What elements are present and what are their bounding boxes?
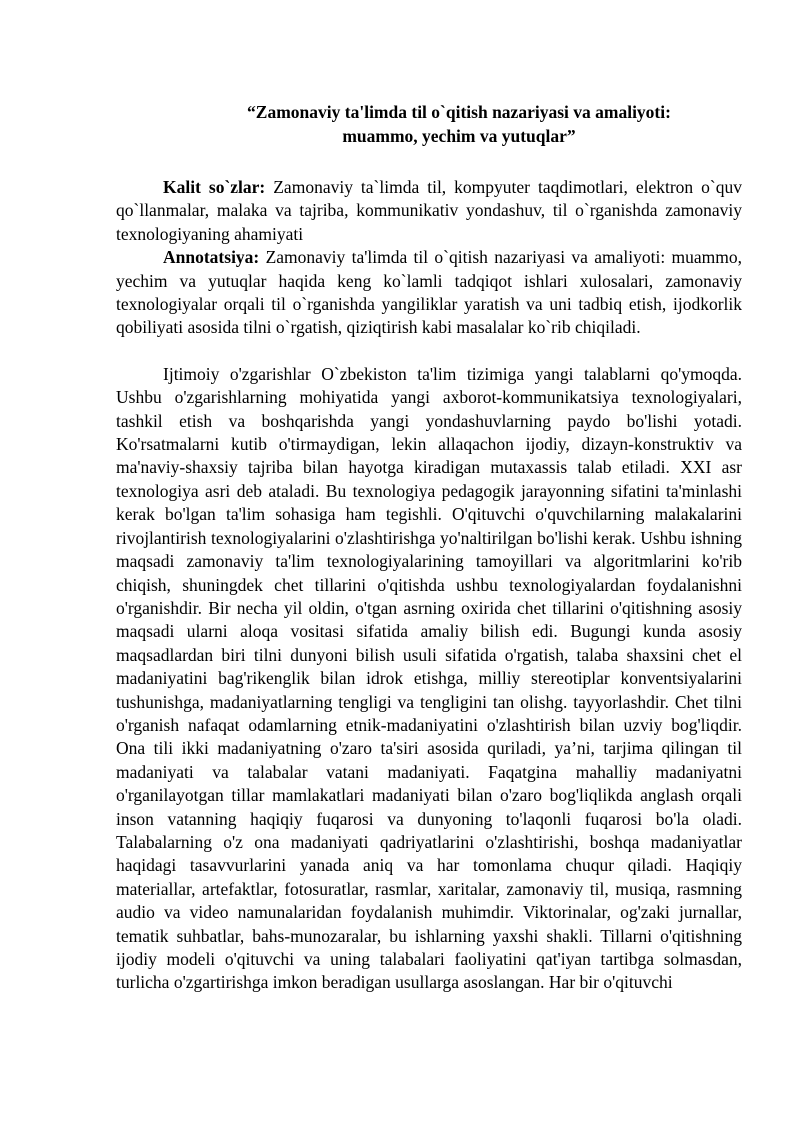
keywords-paragraph [116,176,742,246]
keywords-label: Kalit so`zlar: [163,177,266,197]
abstract-text: Zamonaviy ta'limda til o`qitish nazariyasi va amaliyoti: muammo, yechim va yutuqlar haqida keng ko`lamli tadqiqot ishlari xulosalari, zamonaviy texnologiyalar orqali til o`rganishda yangiliklar yaratish va uni tadbiq etish, ijodkorlik qobiliyati asosida tilni o`rgatish, qiziqtirish kabi masalalar ko`rib chiqiladi. [116,247,742,338]
keywords-text: Zamonaviy ta`limda til, kompyuter taqdimotlari, elektron o`quv qo`llanmalar, malaka va tajriba, kommunikativ yondashuv, til o`rganishda zamonaviy texnologiyaning ahamiyati [116,177,742,244]
abstract-paragraph [116,246,742,340]
body-paragraph: Ijtimoiy o'zgarishlar O`zbekiston ta'lim tizimiga yangi talablarni qo'ymoqda. Ushbu o'zgarishlarning mohiyatida yangi axborot-kommunikatsiya texnologiyalari, tashkil etish va boshqarishda yangi yondashuvlarning paydo bo'lishi yotadi. Ko'rsatmalarni kutib o'tirmaydigan, lekin allaqachon ijodiy, dizayn-konstruktiv va ma'naviy-shaxsiy tajriba bilan hayotga kiradigan mutaxassis talab etiladi. XXI asr texnologiya asri deb ataladi. Bu texnologiya pedagogik jarayonning sifatini ta'minlashi kerak bo'lgan ta'lim sohasiga ham tegishli. O'qituvchi o'quvchilarning malakalarini rivojlantirish texnologiyalarini o'zlashtirishga yo'naltirilgan bo'lishi kerak. Ushbu ishning maqsadi zamonaviy ta'lim texnologiyalarining tamoyillari va algoritmlarini ko'rib chiqish, shuningdek chet tillarini o'qitishda ushbu texnologiyalardan foydalanishni o'rganishdir. Bir necha yil oldin, o'tgan asrning oxirida chet tillarini o'qitishning asosiy maqsadi ularni aloqa vositasi sifatida amaliy bilish edi. Bugungi kunda asosiy maqsadlardan biri tilni dunyoni bilish usuli sifatida o'rgatish, talaba shaxsini chet el madaniyatini bag'rikenglik bilan idrok etishga, milliy stereotiplar konventsiyalarini tushunishga, madaniyatlarning tengligi va tengligini tan olishg. tayyorlashdir. Chet tilni o'rganish nafaqat odamlarning etnik-madaniyatini o'zlashtirish bilan uzviy bog'liqdir. Ona tili ikki madaniyatning o'zaro ta'siri asosida quriladi, ya’ni, tarjima qilingan til madaniyati va talabalar vatani madaniyati. Faqatgina mahalliy madaniyatni o'rganilayotgan tillar mamlakatlari madaniyati bilan o'zaro bog'liqlikda anglash orqali inson vatanning haqiqiy fuqarosi va dunyoning to'laqonli fuqarosi bo'la oladi. Talabalarning o'z ona madaniyati qadriyatlarini o'zlashtirishi, boshqa madaniyatlar haqidagi tasavvurlarini yanada aniq va har tomonlama chuqur qiladi. Haqiqiy materiallar, artefaktlar, fotosuratlar, rasmlar, xaritalar, zamonaviy til, musiqa, rasmning audio va video namunalaridan foydalanish muhimdir. Viktorinalar, og'zaki jurnallar, tematik suhbatlar, bahs-munozaralar, bu ishlarning yaxshi shakli. Tillarni o'qitishning ijodiy modeli o'qituvchi va uning talabalari faoliyatini qat'iyan tartibga solmasdan, turlicha o'zgartirishga imkon beradigan usullarga asoslangan. Har bir o'qituvchi [116,363,742,993]
abstract-label: Annotatsiya: [163,247,260,268]
paragraph-spacer [116,340,742,363]
title-line-1: “Zamonaviy ta'limda til o`qitish nazariyasi va amaliyoti: [247,102,671,122]
document-title [176,100,742,148]
title-line-2: muammo, yechim va yutuqlar” [342,126,576,146]
document-page [116,100,742,995]
